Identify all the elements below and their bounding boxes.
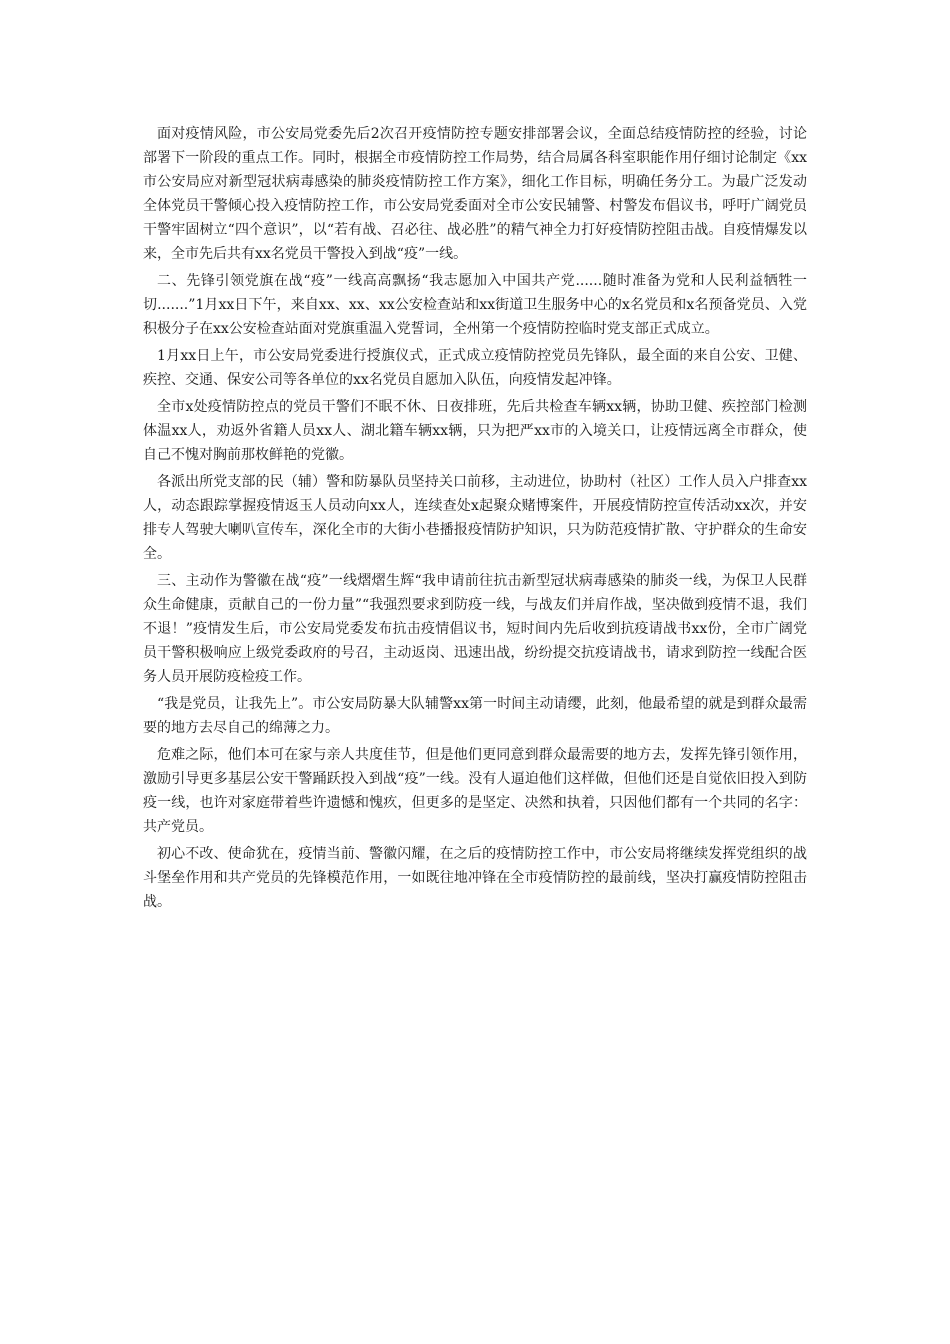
paragraph-2: 二、先锋引领党旗在战“疫”一线高高飘扬“我志愿加入中国共产党......随时准备为党和人民利益牺牲一切.......”1月xx日下午，来自xx、xx、xx公安检查站和xx街道卫生服务中心的x名党员和x名预备党员、入党积极分子在xx公安检查站面对党旗重温入党誓词，全州第一个疫情防控临时党支部正式成立。 bbox=[143, 273, 807, 337]
paragraph-4: 全市x处疫情防控点的党员干警们不眠不休、日夜排班，先后共检查车辆xx辆，协助卫健、疾控部门检测体温xx人，劝返外省籍人员xx人、湖北籍车辆xx辆，只为把严xx市的入境关口，让疫情远离全市群众，使自己不愧对胸前那枚鲜艳的党徽。 bbox=[143, 399, 807, 463]
paragraph-9: 初心不改、使命犹在，疫情当前、警徽闪耀，在之后的疫情防控工作中，市公安局将继续发挥党组织的战斗堡垒作用和共产党员的先锋模范作用，一如既往地冲锋在全市疫情防控的最前线，坚决打赢疫情防控阻击战。 bbox=[143, 846, 807, 910]
document-body bbox=[143, 122, 807, 917]
paragraph-7: “我是党员，让我先上”。市公安局防暴大队辅警xx第一时间主动请缨，此刻，他最希望的就是到群众最需要的地方去尽自己的绵薄之力。 bbox=[143, 696, 807, 736]
paragraph-3: 1月xx日上午，市公安局党委进行授旗仪式，正式成立疫情防控党员先锋队，最全面的来自公安、卫健、疾控、交通、保安公司等各单位的xx名党员自愿加入队伍，向疫情发起冲锋。 bbox=[143, 348, 807, 388]
paragraph-1: 面对疫情风险，市公安局党委先后2次召开疫情防控专题安排部署会议，全面总结疫情防控的经验，讨论部署下一阶段的重点工作。同时，根据全市疫情防控工作局势，结合局属各科室职能作用仔细讨论制定《xx市公安局应对新型冠状病毒感染的肺炎疫情防控工作方案》，细化工作目标，明确任务分工。为最广泛发动全体党员干警倾心投入疫情防控工作，市公安局党委面对全市公安民辅警、村警发布倡议书，呼吁广阔党员干警牢固树立“四个意识”，以“若有战、召必往、战必胜”的精气神全力打好疫情防控阻击战。自疫情爆发以来，全市先后共有xx名党员干警投入到战“疫”一线。 bbox=[143, 126, 807, 262]
paragraph-5: 各派出所党支部的民（辅）警和防暴队员坚持关口前移，主动进位，协助村（社区）工作人员入户排查xx人，动态跟踪掌握疫情返玉人员动向xx人，连续查处x起聚众赌博案件，开展疫情防控宣传活动xx次，并安排专人驾驶大喇叭宣传车，深化全市的大街小巷播报疫情防护知识，只为防范疫情扩散、守护群众的生命安全。 bbox=[143, 474, 807, 562]
paragraph-8: 危难之际，他们本可在家与亲人共度佳节，但是他们更同意到群众最需要的地方去，发挥先锋引领作用，激励引导更多基层公安干警踊跃投入到战“疫”一线。没有人逼迫他们这样做，但他们还是自觉依旧投入到防疫一线，也许对家庭带着些许遗憾和愧疚，但更多的是坚定、决然和执着，只因他们都有一个共同的名字：共产党员。 bbox=[143, 747, 807, 835]
paragraph-6: 三、主动作为警徽在战“疫”一线熠熠生辉“我申请前往抗击新型冠状病毒感染的肺炎一线，为保卫人民群众生命健康，贡献自己的一份力量”“我强烈要求到防疫一线，与战友们并肩作战，坚决做到疫情不退，我们不退！”疫情发生后，市公安局党委发布抗击疫情倡议书，短时间内先后收到抗疫请战书xx份，全市广阔党员干警积极响应上级党委政府的号召，主动返岗、迅速出战，纷纷提交抗疫请战书，请求到防控一线配合医务人员开展防疫检疫工作。 bbox=[143, 573, 807, 685]
